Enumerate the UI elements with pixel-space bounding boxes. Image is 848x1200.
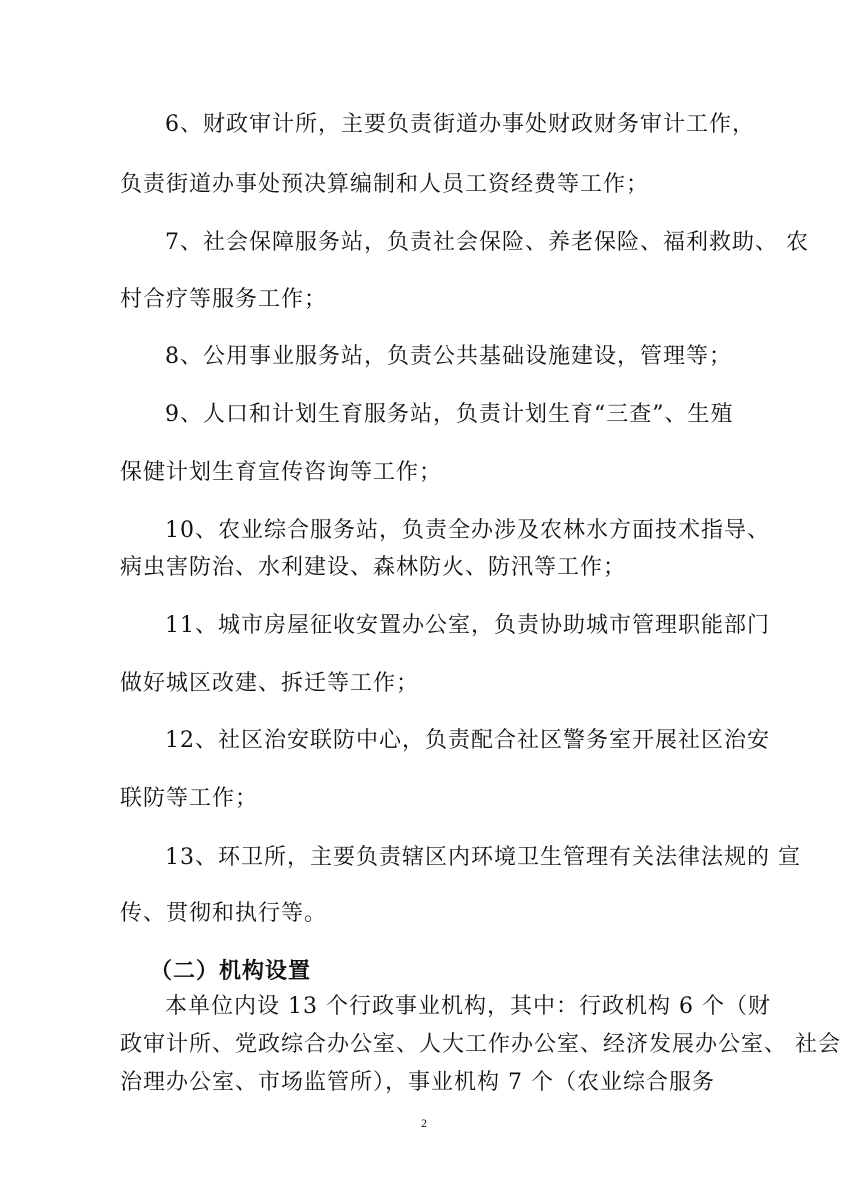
paragraph-line: 传、贯彻和执行等。 [120, 901, 328, 926]
paragraph-line: 治理办公室、市场监管所），事业机构 7 个（农业综合服务 [120, 1070, 715, 1095]
paragraph-line: 保健计划生育宣传咨询等工作； [120, 460, 443, 485]
paragraph-line: 11、城市房屋征收安置办公室，负责协助城市管理职能部门 [165, 613, 770, 638]
paragraph-line: 村合疗等服务工作； [120, 287, 328, 312]
paragraph-line: 联防等工作； [120, 786, 259, 811]
section-heading: （二）机构设置 [150, 958, 312, 984]
paragraph-line: 做好城区改建、拆迁等工作； [120, 671, 420, 696]
paragraph-line: 7、社会保障服务站，负责社会保险、养老保险、福利救助、 农 [165, 230, 809, 255]
paragraph-line: 10、农业综合服务站，负责全办涉及农林水方面技术指导、 [165, 518, 770, 543]
paragraph-line: 病虫害防治、水利建设、森林防火、防汛等工作； [120, 555, 627, 580]
paragraph-line: 本单位内设 13 个行政事业机构，其中：行政机构 6 个（财 [165, 994, 771, 1019]
paragraph-line: 政审计所、党政综合办公室、人大工作办公室、经济发展办公室、 社会 [120, 1032, 841, 1057]
paragraph-line: 8、公用事业服务站，负责公共基础设施建设，管理等； [165, 344, 732, 369]
page-number: 2 [421, 1116, 427, 1130]
paragraph-line: 12、社区治安联防中心，负责配合社区警务室开展社区治安 [165, 728, 770, 753]
paragraph-line: 6、财政审计所，主要负责街道办事处财政财务审计工作， [165, 112, 755, 137]
paragraph-line: 13、环卫所，主要负责辖区内环境卫生管理有关法律法规的 宣 [165, 845, 801, 870]
paragraph-line: 9、人口和计划生育服务站，负责计划生育“三查”、生殖 [165, 402, 734, 427]
paragraph-line: 负责街道办事处预决算编制和人员工资经费等工作； [120, 172, 650, 197]
